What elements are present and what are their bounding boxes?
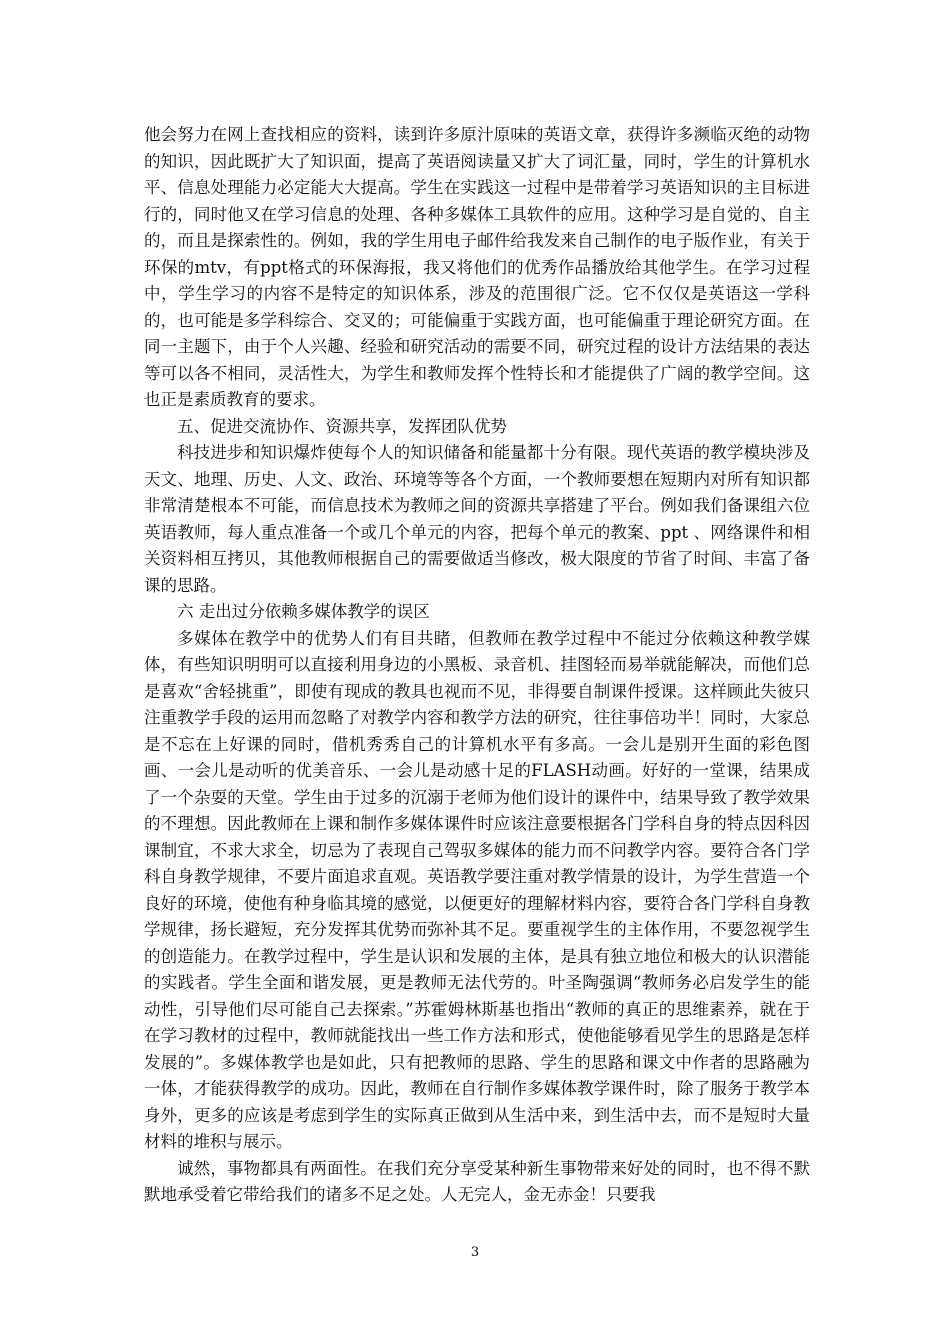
paragraph-continuation: 他会努力在网上查找相应的资料，读到许多原汁原味的英语文章，获得许多濒临灭绝的动物的知识，因此既扩大了知识面，提高了英语阅读量又扩大了词汇量，同时，学生的计算机水平、信息处理能力必定能大大提高。学生在实践这一过程中是带着学习英语知识的主目标进行的，同时他又在学习信息的处理、各种多媒体工具软件的应用。这种学习是自觉的、自主的，而且是探索性的。例如，我的学生用电子邮件给我发来自己制作的电子版作业，有关于环保的mtv，有ppt格式的环保海报，我又将他们的优秀作品播放给其他学生。在学习过程中，学生学习的内容不是特定的知识体系，涉及的范围很广泛。它不仅仅是英语这一学科的，也可能是多学科综合、交叉的；可能偏重于实践方面，也可能偏重于理论研究方面。在同一主题下，由于个人兴趣、经验和研究活动的需要不同，研究过程的设计方法结果的表达等可以各不相同，灵活性大，为学生和教师发挥个性特长和才能提供了广阔的教学空间。这也正是素质教育的要求。 xyxy=(144,125,810,409)
section-heading-six: 六 走出过分依赖多媒体教学的误区 xyxy=(177,602,430,621)
paragraph-resource-sharing: 科技进步和知识爆炸使每个人的知识储备和能量都十分有限。现代英语的教学模块涉及天文、地理、历史、人文、政治、环境等等各个方面，一个教师要想在短期内对所有知识都非常清楚根本不可能，而信息技术为教师之间的资源共享搭建了平台。例如我们备课组六位英语教师，每人重点准备一个或几个单元的内容，把每个单元的教案、ppt 、网络课件和相关资料相互拷贝，其他教师根据自己的需要做适当修改，极大限度的节省了时间、丰富了备课的思路。 xyxy=(144,443,810,595)
section-heading-five: 五、促进交流协作、资源共享，发挥团队优势 xyxy=(177,416,507,436)
paragraph-two-sides: 诚然，事物都具有两面性。在我们充分享受某种新生事物带来好处的同时，也不得不默默地承受着它带给我们的诸多不足之处。人无完人，金无赤金！只要我 xyxy=(144,1158,810,1204)
document-body xyxy=(144,122,810,1209)
paragraph-multimedia-misuse: 多媒体在教学中的优势人们有目共睹，但教师在教学过程中不能过分依赖这种教学媒体，有些知识明明可以直接利用身边的小黑板、录音机、挂图轻而易举就能解决，而他们总是喜欢“舍轻挑重”，即使有现成的教具也视而不见，非得要自制课件授课。这样顾此失彼只注重教学手段的运用而忽略了对教学内容和教学方法的研究，往往事倍功半！同时，大家总是不忘在上好课的同时，借机秀秀自己的计算机水平有多高。一会儿是别开生面的彩色图画、一会儿是动听的优美音乐、一会儿是动感十足的FLASH动画。好好的一堂课，结果成了一个杂耍的天堂。学生由于过多的沉溺于老师为他们设计的课件中，结果导致了教学效果的不理想。因此教师在上课和制作多媒体课件时应该注意要根据各门学科自身的特点因科因课制宜，不求大求全，切忌为了表现自己驾驭多媒体的能力而不问教学内容。要符合各门学科自身教学规律，不要片面追求直观。英语教学要注重对教学情景的设计，为学生营造一个良好的环境，使他有种身临其境的感觉，以便更好的理解材料内容，要符合各门学科自身教学规律，扬长避短，充分发挥其优势而弥补其不足。要重视学生的主体作用，不要忽视学生的创造能力。在教学过程中，学生是认识和发展的主体，是具有独立地位和极大的认识潜能的实践者。学生全面和谐发展，更是教师无法代劳的。叶圣陶强调“教师务必启发学生的能动性，引导他们尽可能自己去探索。”苏霍姆林斯基也指出“教师的真正的思维素养，就在于在学习教材的过程中，教师就能找出一些工作方法和形式，使他能够看见学生的思路是怎样发展的”。多媒体教学也是如此，只有把教师的思路、学生的思路和课文中作者的思路融为一体，才能获得教学的成功。因此，教师在自行制作多媒体教学课件时，除了服务于教学本身外，更多的应该是考虑到学生的实际真正做到从生活中来，到生活中去，而不是短时大量材料的堆积与展示。 xyxy=(144,628,810,1151)
page-number: 3 xyxy=(470,1245,480,1260)
